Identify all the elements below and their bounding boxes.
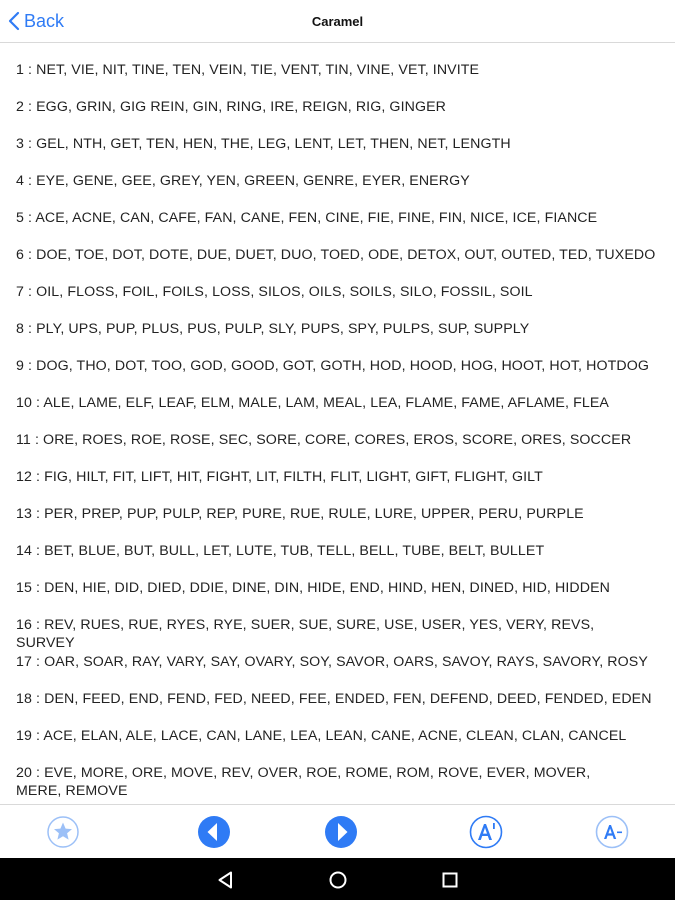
list-item: 18 : DEN, FEED, END, FEND, FED, NEED, FEE, ENDED, FEN, DEFEND, DEED, FENDED, EDEN xyxy=(16,691,652,707)
star-icon xyxy=(46,815,80,849)
back-label: Back xyxy=(24,10,65,31)
system-navigation-bar xyxy=(0,858,675,900)
font-increase-icon xyxy=(469,815,503,849)
list-item: 10 : ALE, LAME, ELF, LEAF, ELM, MALE, LAM, MEAL, LEA, FLAME, FAME, AFLAME, FLEA xyxy=(16,395,609,411)
list-item: 13 : PER, PREP, PUP, PULP, REP, PURE, RUE, RULE, LURE, UPPER, PERU, PURPLE xyxy=(16,506,584,522)
list-item: 20 : EVE, MORE, ORE, MOVE, REV, OVER, ROE, ROME, ROM, ROVE, EVER, MOVER, MERE, REMOVE xyxy=(16,765,591,799)
list-item: 4 : EYE, GENE, GEE, GREY, YEN, GREEN, GENRE, EYER, ENERGY xyxy=(16,173,470,189)
next-button[interactable] xyxy=(324,815,358,849)
bottom-toolbar xyxy=(0,804,675,859)
list-item: 8 : PLY, UPS, PUP, PLUS, PUS, PULP, SLY, PUPS, SPY, PULPS, SUP, SUPPLY xyxy=(16,321,530,337)
nav-home-button[interactable] xyxy=(327,869,349,891)
list-item: 1 : NET, VIE, NIT, TINE, TEN, VEIN, TIE, VENT, TIN, VINE, VET, INVITE xyxy=(16,62,480,78)
list-item: 5 : ACE, ACNE, CAN, CAFE, FAN, CANE, FEN, CINE, FIE, FINE, FIN, NICE, ICE, FIANCE xyxy=(16,210,598,226)
chevron-right-circle-icon xyxy=(324,815,358,849)
list-item: 7 : OIL, FLOSS, FOIL, FOILS, LOSS, SILOS, OILS, SOILS, SILO, FOSSIL, SOIL xyxy=(16,284,533,300)
list-item: 2 : EGG, GRIN, GIG REIN, GIN, RING, IRE, REIGN, RIG, GINGER xyxy=(16,99,447,115)
page-title: Caramel xyxy=(311,13,364,29)
font-increase-button[interactable] xyxy=(469,815,503,849)
list-item: 14 : BET, BLUE, BUT, BULL, LET, LUTE, TUB, TELL, BELL, TUBE, BELT, BULLET xyxy=(16,543,545,559)
nav-recents-button[interactable] xyxy=(439,869,461,891)
list-item: 9 : DOG, THO, DOT, TOO, GOD, GOOD, GOT, GOTH, HOD, HOOD, HOG, HOOT, HOT, HOTDOG xyxy=(16,358,649,374)
font-decrease-button[interactable] xyxy=(595,815,629,849)
list-item: 16 : REV, RUES, RUE, RYES, RYE, SUER, SUE, SURE, USE, USER, YES, VERY, REVS, SURVEY xyxy=(16,617,595,651)
chevron-left-icon xyxy=(8,11,20,31)
list-item: 12 : FIG, HILT, FIT, LIFT, HIT, FIGHT, LIT, FILTH, FLIT, LIGHT, GIFT, FLIGHT, GILT xyxy=(16,469,543,485)
list-item: 3 : GEL, NTH, GET, TEN, HEN, THE, LEG, LENT, LET, THEN, NET, LENGTH xyxy=(16,136,511,152)
nav-back-button[interactable] xyxy=(215,869,237,891)
chevron-left-circle-icon xyxy=(197,815,231,849)
word-list xyxy=(0,43,675,804)
font-decrease-icon xyxy=(595,815,629,849)
triangle-back-icon xyxy=(215,869,237,891)
top-bar xyxy=(0,0,675,43)
previous-button[interactable] xyxy=(197,815,231,849)
list-item: 19 : ACE, ELAN, ALE, LACE, CAN, LANE, LEA, LEAN, CANE, ACNE, CLEAN, CLAN, CANCEL xyxy=(16,728,627,744)
list-item: 6 : DOE, TOE, DOT, DOTE, DUE, DUET, DUO, TOED, ODE, DETOX, OUT, OUTED, TED, TUXEDO xyxy=(16,247,656,263)
list-item: 11 : ORE, ROES, ROE, ROSE, SEC, SORE, CORE, CORES, EROS, SCORE, ORES, SOCCER xyxy=(16,432,632,448)
circle-home-icon xyxy=(327,869,349,891)
list-item: 15 : DEN, HIE, DID, DIED, DDIE, DINE, DIN, HIDE, END, HIND, HEN, DINED, HID, HIDDEN xyxy=(16,580,610,596)
favorite-button[interactable] xyxy=(46,815,80,849)
list-item: 17 : OAR, SOAR, RAY, VARY, SAY, OVARY, SOY, SAVOR, OARS, SAVOY, RAYS, SAVORY, ROSY xyxy=(16,654,648,670)
back-button[interactable] xyxy=(8,8,64,34)
square-recents-icon xyxy=(439,869,461,891)
